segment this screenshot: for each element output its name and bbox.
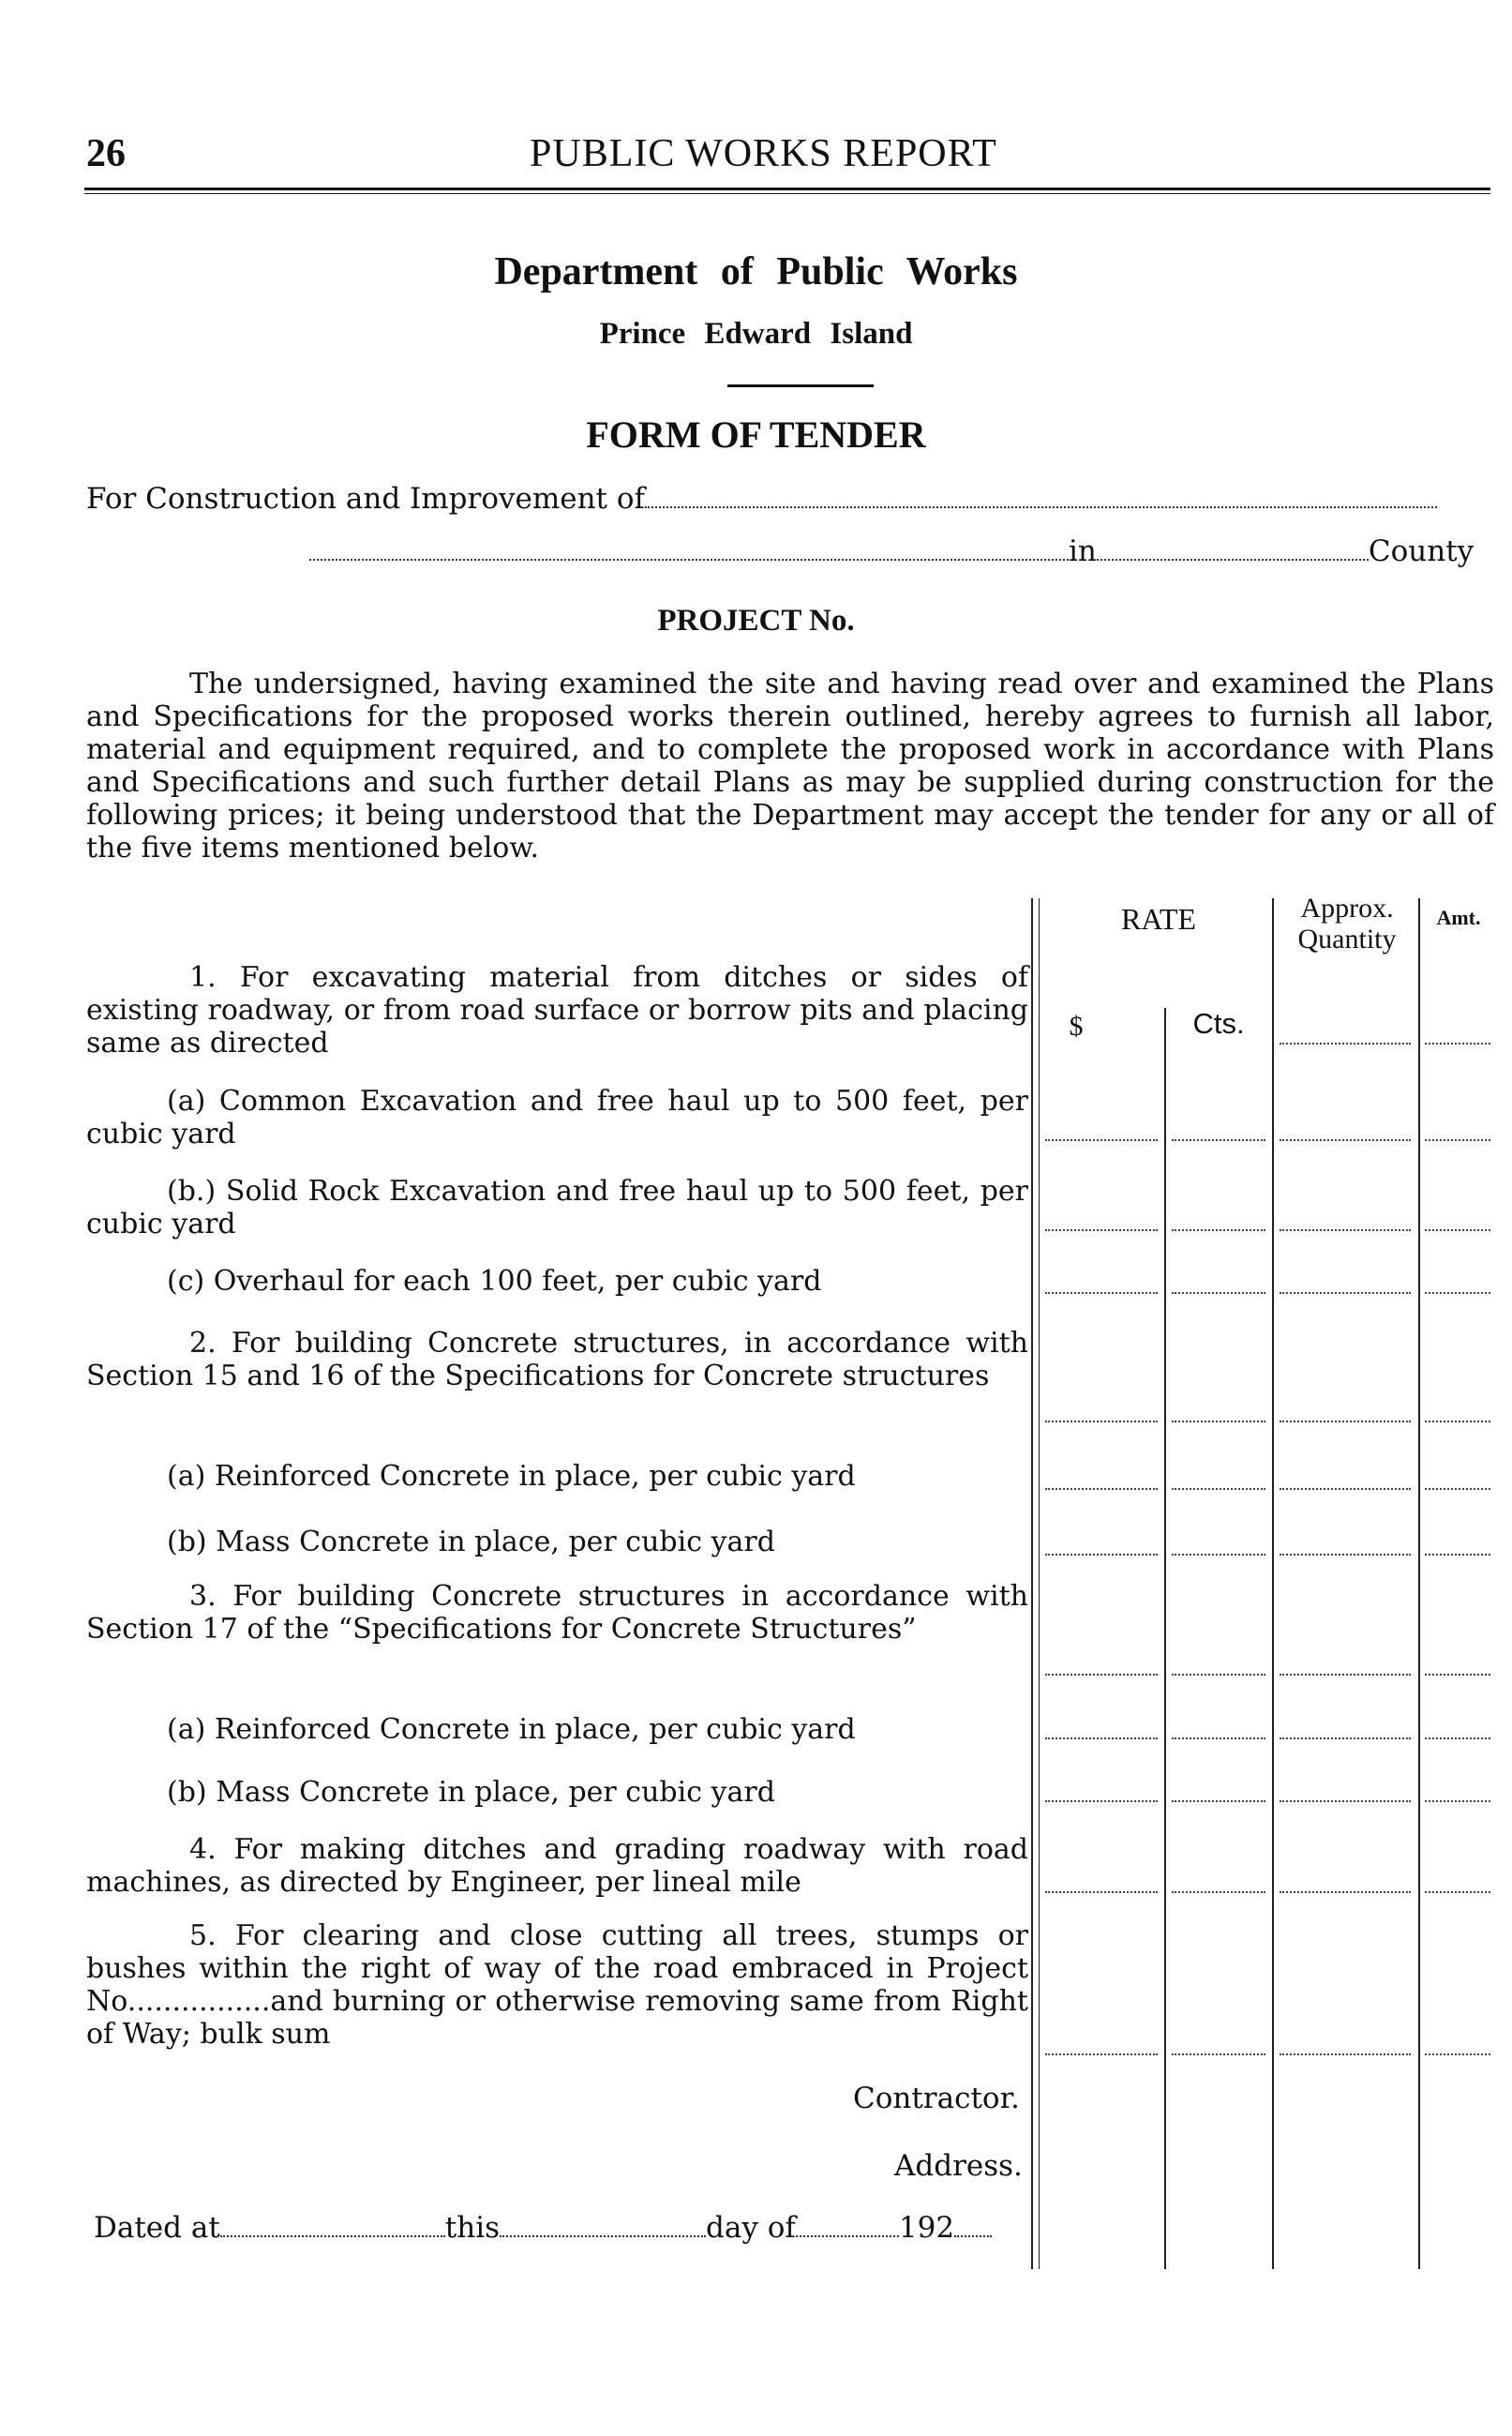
rate-entry-blank[interactable] xyxy=(1172,1488,1265,1490)
rate-entry-blank[interactable] xyxy=(1425,2053,1490,2055)
description-column-rule xyxy=(1031,898,1040,2269)
header-rule xyxy=(84,188,1490,194)
item-number: 2. xyxy=(189,1327,217,1360)
item-text: For building Concrete structures in accordance with Section 17 of the “Specifications for Concrete Structures” xyxy=(86,1580,1028,1646)
rate-entry-blank[interactable] xyxy=(1045,1488,1158,1490)
rate-entry-blank[interactable] xyxy=(1172,1554,1265,1556)
rate-entry-blank[interactable] xyxy=(1280,1292,1411,1294)
cents-header: Cts. xyxy=(1192,1007,1245,1040)
rate-entry-blank[interactable] xyxy=(1280,1488,1411,1490)
item-number: (b.) xyxy=(167,1175,217,1208)
quantity-column-rule xyxy=(1272,898,1274,2269)
item-text: Common Excavation and free haul up to 500 feet, per cubic yard xyxy=(86,1085,1028,1150)
rate-entry-blank[interactable] xyxy=(1172,1800,1265,1802)
this-label: this xyxy=(444,2211,501,2245)
year-label: 192 xyxy=(898,2211,955,2245)
item-text: Mass Concrete in place, per cubic yard xyxy=(216,1776,775,1809)
rate-entry-blank[interactable] xyxy=(1045,1292,1158,1294)
running-title: PUBLIC WORKS REPORT xyxy=(530,132,997,175)
province-heading: Prince Edward Island xyxy=(599,317,913,351)
location-blank[interactable] xyxy=(309,559,1069,561)
intro-paragraph: The undersigned, having examined the site and having read over and examined the Plans and Specifications for the proposed works therein outlined, hereby agrees to furnish all labor, material and equipment required, and to complete the proposed work in accordance with Plans and Specifications and such further detail Plans as may be supplied during construction for the following prices; it being understood that the Department may accept the tender for any or all of the five items mentioned below. xyxy=(86,668,1494,865)
rate-entry-blank[interactable] xyxy=(1172,1229,1265,1231)
item-3a xyxy=(86,1713,1028,1746)
year-blank[interactable] xyxy=(954,2235,992,2237)
rate-entry-blank[interactable] xyxy=(1425,1229,1490,1231)
item-1c xyxy=(86,1265,1028,1298)
rate-entry-blank[interactable] xyxy=(1425,1488,1490,1490)
quantity-header-line1: Approx. xyxy=(1300,893,1394,924)
item-5 xyxy=(86,1919,1028,2051)
item-number: (b) xyxy=(167,1526,207,1558)
location-line xyxy=(309,534,1474,568)
item-number: (a) xyxy=(167,1460,206,1493)
item-1b xyxy=(86,1175,1028,1241)
page-number: 26 xyxy=(86,132,126,175)
item-number: 3. xyxy=(189,1580,217,1613)
dollars-header: $ xyxy=(1069,1011,1084,1042)
rate-entry-blank[interactable] xyxy=(1280,1139,1411,1141)
rate-entry-blank[interactable] xyxy=(1172,1139,1265,1141)
rate-entry-blank[interactable] xyxy=(1280,1229,1411,1231)
contractor-label: Contractor. xyxy=(853,2082,1020,2115)
heading-divider xyxy=(727,384,874,387)
rate-entry-blank[interactable] xyxy=(1280,1737,1411,1739)
dated-at-label: Dated at xyxy=(94,2211,220,2245)
construction-label: For Construction and Improvement of xyxy=(86,482,645,516)
rate-entry-blank[interactable] xyxy=(1172,1737,1265,1739)
item-2 xyxy=(86,1327,1028,1392)
rate-entry-blank[interactable] xyxy=(1280,1421,1411,1422)
item-1a xyxy=(86,1085,1028,1150)
item-number: 5. xyxy=(189,1919,217,1952)
month-blank[interactable] xyxy=(796,2235,899,2237)
rate-entry-blank[interactable] xyxy=(1172,1292,1265,1294)
rate-entry-blank[interactable] xyxy=(1425,1800,1490,1802)
in-label: in xyxy=(1069,534,1097,568)
item-text: Reinforced Concrete in place, per cubic yard xyxy=(214,1713,856,1746)
dated-line xyxy=(94,2211,992,2245)
item-3 xyxy=(86,1580,1028,1646)
item-2b xyxy=(86,1526,1028,1558)
day-blank[interactable] xyxy=(500,2235,706,2237)
item-number: (c) xyxy=(167,1265,205,1298)
item-text: For making ditches and grading roadway with road machines, as directed by Engineer, per lineal mile xyxy=(86,1833,1028,1899)
county-label: County xyxy=(1368,534,1475,568)
item-number: 4. xyxy=(189,1833,217,1866)
rate-entry-blank[interactable] xyxy=(1045,1229,1158,1231)
amount-header: Amt. xyxy=(1436,906,1481,929)
department-heading: Department of Public Works xyxy=(494,250,1018,293)
rate-entry-blank[interactable] xyxy=(1425,1292,1490,1294)
item-4 xyxy=(86,1833,1028,1899)
item-number: 1. xyxy=(189,961,217,994)
rate-entry-blank[interactable] xyxy=(1280,1674,1411,1676)
rate-entry-blank[interactable] xyxy=(1045,2053,1158,2055)
rate-entry-blank[interactable] xyxy=(1172,1421,1265,1422)
rate-entry-blank[interactable] xyxy=(1425,1674,1490,1676)
item-text: For clearing and close cutting all trees, stumps or bushes within the right of way of the road embraced in Project No................and burning or otherwise removing same from Right of Way; bulk sum xyxy=(86,1919,1028,2051)
amount-column-rule xyxy=(1418,898,1420,2269)
county-blank[interactable] xyxy=(1097,559,1369,561)
rate-entry-blank[interactable] xyxy=(1425,1421,1490,1422)
rate-entry-blank[interactable] xyxy=(1425,1737,1490,1739)
item-text: Overhaul for each 100 feet, per cubic yard xyxy=(213,1265,822,1298)
rate-entry-blank[interactable] xyxy=(1280,1554,1411,1556)
rate-entry-blank[interactable] xyxy=(1425,1554,1490,1556)
rate-entry-blank[interactable] xyxy=(1280,2053,1411,2055)
construction-line xyxy=(86,482,1437,516)
rate-entry-blank[interactable] xyxy=(1280,1043,1411,1045)
rate-entry-blank[interactable] xyxy=(1045,1421,1158,1422)
rate-entry-blank[interactable] xyxy=(1172,2053,1265,2055)
rate-entry-blank[interactable] xyxy=(1425,1139,1490,1141)
rate-entry-blank[interactable] xyxy=(1045,1674,1158,1676)
rate-entry-blank[interactable] xyxy=(1045,1737,1158,1739)
rate-entry-blank[interactable] xyxy=(1045,1891,1158,1893)
rate-entry-blank[interactable] xyxy=(1045,1554,1158,1556)
rate-entry-blank[interactable] xyxy=(1280,1891,1411,1893)
cents-column-rule xyxy=(1164,1008,1166,2269)
rate-entry-blank[interactable] xyxy=(1425,1891,1490,1893)
rate-entry-blank[interactable] xyxy=(1172,1891,1265,1893)
rate-entry-blank[interactable] xyxy=(1045,1139,1158,1141)
rate-entry-blank[interactable] xyxy=(1280,1800,1411,1802)
day-of-label: day of xyxy=(706,2211,796,2245)
rate-entry-blank[interactable] xyxy=(1425,1043,1490,1045)
item-number: (b) xyxy=(167,1776,207,1809)
item-2a xyxy=(86,1460,1028,1493)
rate-header: RATE xyxy=(1121,902,1196,936)
address-label: Address. xyxy=(894,2149,1023,2183)
item-text: For building Concrete structures, in accordance with Section 15 and 16 of the Specifications for Concrete structures xyxy=(86,1327,1028,1392)
rate-entry-blank[interactable] xyxy=(1172,1674,1265,1676)
quantity-header-line2: Quantity xyxy=(1297,924,1397,955)
item-number: (a) xyxy=(167,1085,206,1118)
item-3b xyxy=(86,1776,1028,1809)
item-text: For excavating material from ditches or sides of existing roadway, or from road surface or borrow pits and placing same as directed xyxy=(86,961,1028,1060)
item-text: Solid Rock Excavation and free haul up to 500 feet, per cubic yard xyxy=(86,1175,1028,1241)
rate-entry-blank[interactable] xyxy=(1045,1800,1158,1802)
project-number-label: PROJECT No. xyxy=(657,604,855,638)
construction-blank[interactable] xyxy=(645,506,1437,508)
form-title: FORM OF TENDER xyxy=(586,414,926,456)
item-text: Reinforced Concrete in place, per cubic yard xyxy=(214,1460,856,1493)
dated-at-blank[interactable] xyxy=(220,2235,445,2237)
item-number: (a) xyxy=(167,1713,206,1746)
item-1 xyxy=(86,961,1028,1060)
item-text: Mass Concrete in place, per cubic yard xyxy=(216,1526,775,1558)
